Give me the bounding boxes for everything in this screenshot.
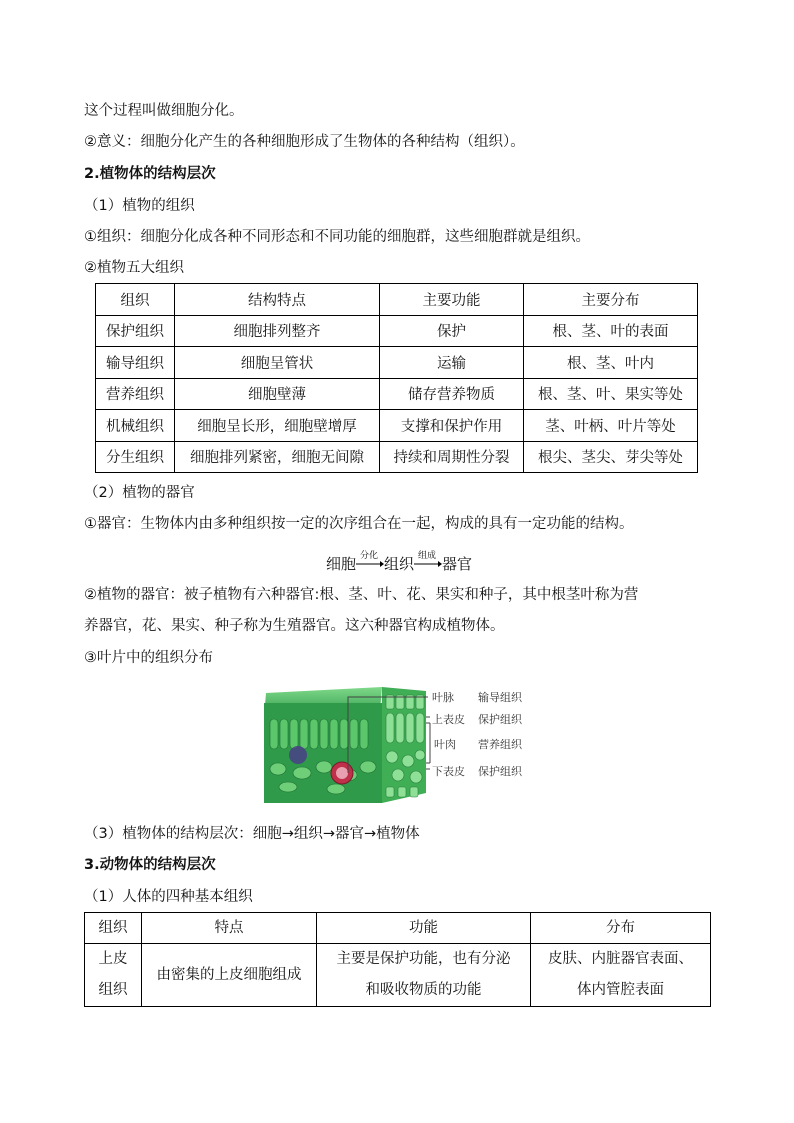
label-vein-tissue: 输导组织 bbox=[478, 691, 522, 704]
table-cell: 细胞排列紧密，细胞无间隙 bbox=[175, 441, 380, 473]
table-cell: 分生组织 bbox=[96, 441, 175, 473]
intro-line-1: 这个过程叫做细胞分化。 bbox=[84, 103, 244, 119]
tissue-definition: ①组织：细胞分化成各种不同形态和不同功能的细胞群，这些细胞群就是组织。 bbox=[84, 229, 590, 245]
table-cell: 机械组织 bbox=[96, 410, 175, 442]
arrow-right-icon bbox=[414, 559, 442, 569]
flow-cell: 细胞 bbox=[326, 555, 357, 573]
human-tissue-subheading: （1）人体的四种基本组织 bbox=[84, 889, 253, 905]
label-upper-epidermis-tissue: 保护组织 bbox=[478, 713, 522, 726]
header-cell: 分布 bbox=[531, 913, 711, 944]
section-3-heading: 3.动物体的结构层次 bbox=[84, 857, 216, 873]
table-cell: 细胞排列整齐 bbox=[175, 315, 380, 347]
header-cell: 特点 bbox=[142, 913, 317, 944]
arrow-right-icon bbox=[356, 559, 384, 569]
table-row bbox=[85, 944, 711, 1007]
header-cell: 主要功能 bbox=[380, 284, 524, 316]
table-cell: 运输 bbox=[380, 347, 524, 379]
distribution-line-2: 体内管腔表面 bbox=[577, 982, 664, 998]
table-cell: 根、茎、叶的表面 bbox=[524, 315, 698, 347]
table-cell: 由密集的上皮细胞组成 bbox=[142, 944, 317, 1007]
organs-text-line-2: 养器官，花、果实、种子称为生殖器官。这六种器官构成植物体。 bbox=[84, 618, 505, 634]
plant-tissue-subheading: （1）植物的组织 bbox=[84, 198, 195, 214]
header-cell: 结构特点 bbox=[175, 284, 380, 316]
table-cell: 输导组织 bbox=[96, 347, 175, 379]
table-cell: 保护 bbox=[380, 315, 524, 347]
five-tissues-title: ②植物五大组织 bbox=[84, 260, 184, 276]
table-cell: 根尖、茎尖、芽尖等处 bbox=[524, 441, 698, 473]
label-mesophyll: 叶肉 bbox=[434, 738, 456, 751]
label-lower-epidermis-tissue: 保护组织 bbox=[478, 765, 522, 778]
table-cell: 根、茎、叶内 bbox=[524, 347, 698, 379]
tissue-name-line-2: 组织 bbox=[98, 982, 128, 998]
table-header-row bbox=[85, 913, 711, 944]
table-cell bbox=[85, 944, 142, 1007]
label-lower-epidermis: 下表皮 bbox=[432, 765, 465, 778]
distribution-line-1: 皮肤、内脏器官表面、 bbox=[548, 951, 693, 967]
table-cell: 茎、叶柄、叶片等处 bbox=[524, 410, 698, 442]
table-cell: 根、茎、叶、果实等处 bbox=[524, 378, 698, 410]
table-cell: 细胞壁薄 bbox=[175, 378, 380, 410]
header-cell: 组织 bbox=[96, 284, 175, 316]
table-row bbox=[96, 347, 698, 379]
function-line-2: 和吸收物质的功能 bbox=[365, 982, 482, 998]
table-cell: 细胞呈长形，细胞壁增厚 bbox=[175, 410, 380, 442]
table-row bbox=[96, 315, 698, 347]
label-vein: 叶脉 bbox=[432, 691, 454, 704]
header-cell: 主要分布 bbox=[524, 284, 698, 316]
header-cell: 功能 bbox=[317, 913, 531, 944]
plant-organ-subheading: （2）植物的器官 bbox=[84, 485, 195, 501]
organ-definition: ①器官：生物体内由多种组织按一定的次序组合在一起，构成的具有一定功能的结构。 bbox=[84, 516, 634, 532]
table-cell: 细胞呈管状 bbox=[175, 347, 380, 379]
table-header-row bbox=[96, 284, 698, 316]
flow-arrow-label-compose: 组成 bbox=[418, 551, 437, 561]
organs-text-line-1: ②植物的器官：被子植物有六种器官:根、茎、叶、花、果实和种子，其中根茎叶称为营 bbox=[84, 587, 639, 603]
table-row bbox=[96, 378, 698, 410]
plant-levels-line: （3）植物体的结构层次：细胞→组织→器官→植物体 bbox=[84, 826, 420, 842]
table-cell: 支撑和保护作用 bbox=[380, 410, 524, 442]
header-cell: 组织 bbox=[85, 913, 142, 944]
table-cell: 保护组织 bbox=[96, 315, 175, 347]
tissue-name-line-1: 上皮 bbox=[98, 951, 128, 967]
table-cell bbox=[317, 944, 531, 1007]
table-cell: 储存营养物质 bbox=[380, 378, 524, 410]
section-2-heading: 2.植物体的结构层次 bbox=[84, 166, 216, 182]
table-cell: 营养组织 bbox=[96, 378, 175, 410]
label-upper-epidermis: 上表皮 bbox=[432, 713, 465, 726]
plant-tissue-table bbox=[95, 283, 698, 473]
significance-line: ②意义：细胞分化产生的各种细胞形成了生物体的各种结构（组织）。 bbox=[84, 134, 525, 150]
leaf-cross-section-diagram bbox=[262, 683, 532, 807]
table-row bbox=[96, 410, 698, 442]
table-cell: 持续和周期性分裂 bbox=[380, 441, 524, 473]
flow-arrow-label-differentiate: 分化 bbox=[360, 551, 379, 561]
flow-organ: 器官 bbox=[442, 555, 473, 573]
table-cell bbox=[531, 944, 711, 1007]
leaf-tissue-title: ③叶片中的组织分布 bbox=[84, 650, 213, 666]
flow-tissue: 组织 bbox=[384, 555, 415, 573]
label-mesophyll-tissue: 营养组织 bbox=[478, 738, 522, 751]
human-tissue-table bbox=[84, 912, 711, 1007]
function-line-1: 主要是保护功能，也有分泌 bbox=[336, 951, 511, 967]
table-row bbox=[96, 441, 698, 473]
